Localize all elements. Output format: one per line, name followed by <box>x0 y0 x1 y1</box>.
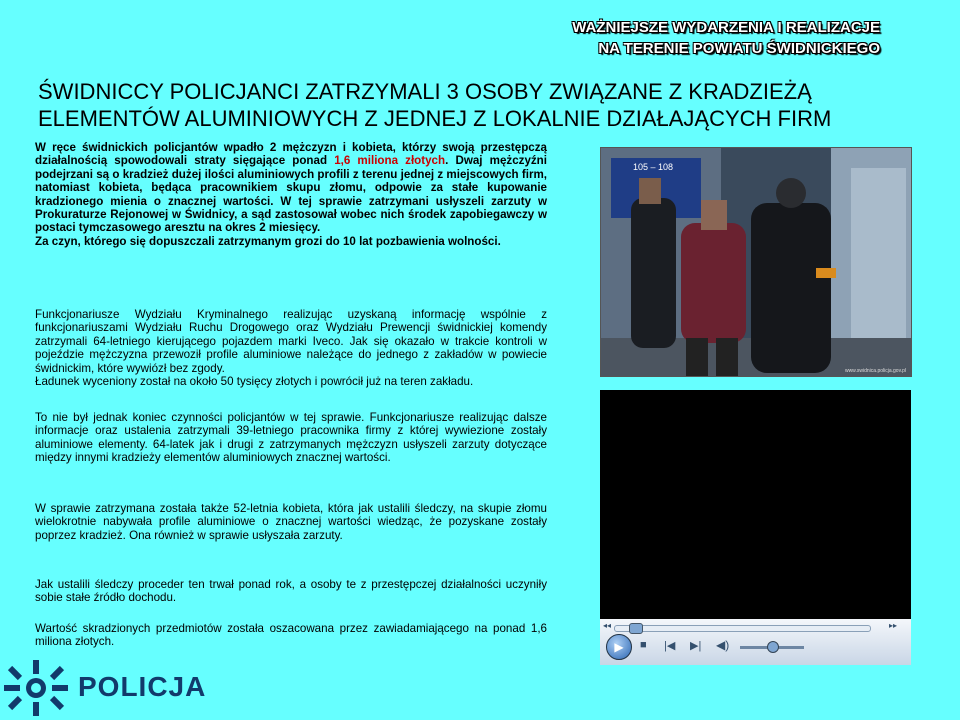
seek-handle[interactable] <box>629 623 643 634</box>
photo-watermark: www.swidnica.policja.gov.pl <box>844 368 906 374</box>
volume-icon[interactable]: ◀) <box>716 638 730 652</box>
title-line-2: ELEMENTÓW ALUMINIOWYCH Z JEDNEJ Z LOKALNIE DZIAŁAJĄCYCH FIRM <box>38 106 832 131</box>
player-controls <box>600 619 911 665</box>
header-line-1: WAŻNIEJSZE WYDARZENIA I REALIZACJE <box>572 19 880 36</box>
section-header <box>572 17 880 59</box>
title-line-1: ŚWIDNICCY POLICJANCI ZATRZYMALI 3 OSOBY ZWIĄZANE Z KRADZIEŻĄ <box>38 79 812 104</box>
body-paragraph-5: Wartość skradzionych przedmiotów została oszacowana przez zawiadamiającego na ponad 1,6 miliona złotych. <box>35 622 547 649</box>
volume-handle[interactable] <box>767 641 779 653</box>
fast-forward-icon[interactable]: ▸▸ <box>889 621 898 630</box>
body-paragraph-1b: Ładunek wyceniony został na około 50 tysięcy złotych i powrócił już na teren zakładu. <box>35 375 474 389</box>
body-paragraph-4: Jak ustalili śledczy proceder ten trwał ponad rok, a osoby te z przestępczej działalności uczyniły sobie stałe źródło dochodu. <box>35 578 547 605</box>
rewind-icon[interactable]: ◂◂ <box>603 621 612 630</box>
police-star-icon <box>4 660 68 716</box>
arrest-photo <box>600 147 912 377</box>
lead-text-1: W ręce świdnickich policjantów wpadło 2 mężczyzn i kobieta, którzy swoją przestępczą działalnością spowodowali straty sięgające ponad <box>35 141 547 168</box>
header-line-2: NA TERENIE POWIATU ŚWIDNICKIEGO <box>598 40 880 57</box>
article-title <box>38 78 928 132</box>
body-paragraph-2: To nie był jednak koniec czynności policjantów w tej sprawie. Funkcjonariusze realizując dalsze informacje oraz ustalenia zatrzymali 39-letniego pracownika firmy z której wywiezione zostały aluminiowe elementy. 64-latek jak i drugi z zatrzymanych mężczyzn usłyszeli zarzuty dotyczące między innymi kradzieży elementów aluminiowych znacznej wartości. <box>35 411 547 465</box>
play-icon[interactable]: ▶ <box>606 634 632 660</box>
photo-sign: 105 – 108 <box>633 162 674 172</box>
next-icon[interactable]: ▶| <box>690 640 702 652</box>
body-paragraph-3: W sprawie zatrzymana została także 52-letnia kobieta, która jak ustalili śledczy, na skupie złomu wielokrotnie nabywała profile aluminiowe o znacznej wartości wiedząc, że pozyskane zostały poprzez kradzież. Ona również w sprawie usłyszała zarzuty. <box>35 502 547 542</box>
previous-icon[interactable]: |◀ <box>664 640 676 652</box>
body-paragraph-1: Funkcjonariusze Wydziału Kryminalnego realizując uzyskaną informację wspólnie z funkcjonariuszami Wydziału Ruchu Drogowego oraz Wydziału Prewencji świdnickiej komendy zatrzymali 64-letniego kierującego pojazdem marki Iveco. Jak się okazało w trakcie kontroli w pojeździe mężczyzna przewoził profile aluminiowe należące do jednego z zakładów w powiecie świdnickim, które wywiózł bez zgody. Ładunek wyceniony został na około 50 tysięcy złotych i powrócił już na teren zakładu. <box>35 308 547 389</box>
lead-text-3: Za czyn, którego się dopuszczali zatrzymanym grozi do 10 lat pozbawienia wolności. <box>35 234 501 248</box>
stop-icon[interactable]: ■ <box>640 639 647 651</box>
police-logo-text: POLICJA <box>78 671 207 702</box>
lead-highlight: 1,6 miliona złotych <box>334 154 446 168</box>
video-player[interactable] <box>600 390 911 665</box>
seek-bar[interactable] <box>614 625 871 632</box>
lead-text-2: . Dwaj mężczyźni podejrzani są o kradzież dużej ilości aluminiowych profili z terenu jednej z miejscowych firm, natomiast kobieta, będąca pracownikiem skupu złomu, odpowie za stałe kupowanie kradzionego mienia o znacznej wartości. W tej sprawie zatrzymani usłyszeli zarzuty w Prokuraturze Rejonowej w Świdnicy, a sąd zastosował wobec nich środek zapobiegawczy w postaci tymczasowego aresztu na okres 2 miesięcy. <box>35 154 547 235</box>
lead-paragraph <box>35 141 547 248</box>
